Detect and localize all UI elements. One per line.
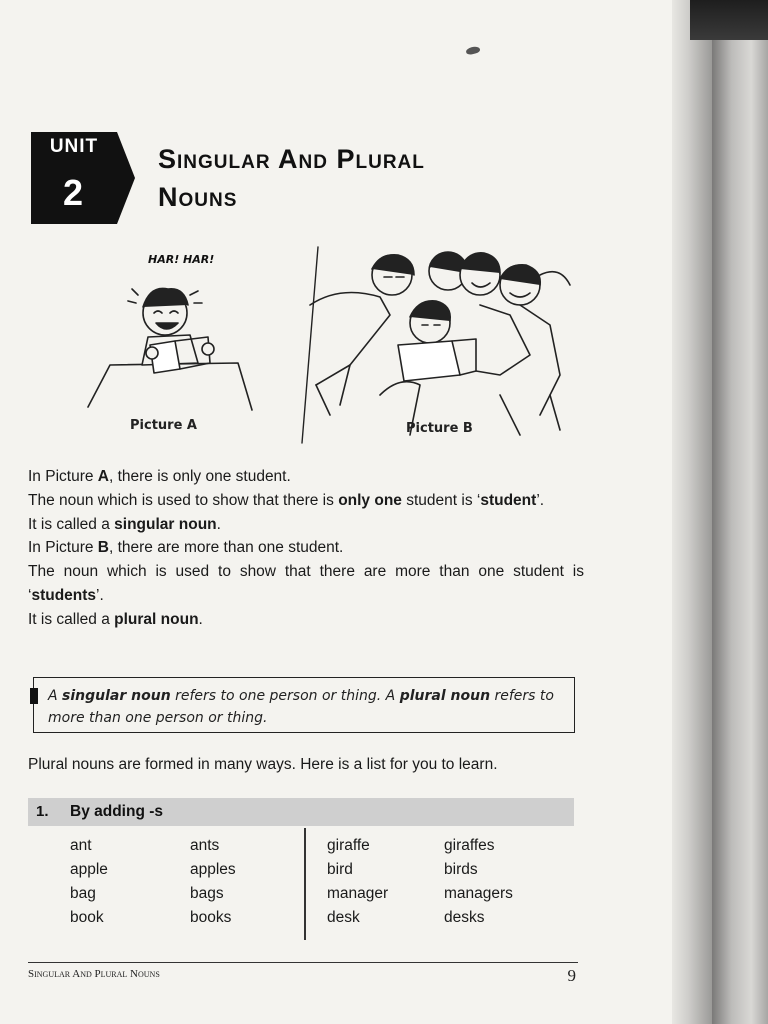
text-run: The noun which is used to show that there is (28, 491, 339, 509)
title-line-2: Nouns (158, 182, 238, 212)
word: giraffes (444, 837, 495, 854)
text-run: ’. (536, 491, 545, 509)
word-column-plural-1 (190, 834, 236, 930)
picture-a-illustration (88, 288, 252, 410)
section-number: 1. (36, 803, 49, 820)
explanation-sentence (28, 536, 584, 560)
text-run: . (216, 515, 221, 533)
text-run: In Picture (28, 468, 98, 485)
word: desk (327, 909, 360, 926)
word: ant (70, 837, 92, 854)
word: desks (444, 909, 485, 926)
section-header (28, 798, 574, 826)
section-title: By adding -s (70, 803, 164, 820)
text-run: ‘ (476, 491, 481, 509)
text-run: student is (401, 491, 477, 509)
explanation-sentence (28, 513, 584, 537)
word-column-plural-2 (444, 834, 513, 930)
footer-title: Singular And Plural Nouns (28, 968, 160, 980)
explanation-sentence (28, 465, 584, 489)
text-run: refers to more than one person or thing. (48, 688, 554, 726)
text-run: student (480, 491, 537, 509)
unit-badge (31, 132, 135, 224)
text-run: singular noun (62, 688, 171, 704)
text-run: B (97, 539, 109, 557)
page-edge (712, 0, 768, 1024)
word-column-singular-2 (327, 834, 388, 930)
word: apple (70, 861, 108, 878)
illustrations (80, 245, 580, 445)
word: apples (190, 861, 236, 878)
text-run: ’. (96, 586, 104, 604)
caption-picture-a: Picture A (130, 418, 197, 433)
definition-box (33, 677, 575, 733)
text-run: . (198, 610, 203, 628)
column-divider (304, 828, 306, 940)
note-marker (30, 688, 38, 704)
text-run: , there are more than one student. (108, 539, 344, 557)
word: birds (444, 861, 478, 878)
text-run: In Picture (28, 539, 98, 557)
word: book (70, 909, 104, 926)
text-run: The noun which is used to show that there are more than one student is (28, 563, 584, 581)
word-column-singular-1 (70, 834, 108, 930)
explanation-sentence (28, 489, 584, 513)
word: bird (327, 861, 353, 878)
footer-rule (28, 962, 578, 963)
explanation-sentence (28, 608, 584, 632)
text-run: refers to one person or thing. A (170, 688, 400, 704)
unit-label: UNIT (49, 136, 99, 157)
word: books (190, 909, 232, 926)
word: bags (190, 885, 224, 902)
text-run: singular noun (114, 515, 217, 533)
page-number: 9 (567, 966, 576, 985)
intro-text: Plural nouns are formed in many ways. Here is a list for you to learn. (28, 756, 498, 773)
explanation-sentence (28, 560, 584, 608)
definition-text (48, 685, 568, 729)
sound-effect-text: HAR! HAR! (148, 253, 215, 266)
caption-picture-b: Picture B (406, 421, 473, 436)
text-run: It is called a (28, 610, 115, 628)
text-run: ‘ (28, 586, 32, 604)
text-run: A (48, 688, 63, 704)
text-run: plural noun (399, 688, 491, 704)
word: managers (444, 885, 513, 902)
title-line-1: Singular And Plural (158, 144, 425, 174)
word: ants (190, 837, 220, 854)
explanation-text (28, 465, 584, 632)
text-run: only one (338, 491, 402, 509)
unit-number: 2 (62, 172, 84, 213)
text-run: , there is only one student. (108, 468, 291, 485)
page-title (158, 140, 598, 216)
page-gutter (672, 0, 712, 1024)
text-run: It is called a (28, 515, 115, 533)
text-run: plural noun (114, 610, 199, 628)
text-run: students (31, 586, 97, 604)
text-run: A (97, 468, 109, 485)
word: bag (70, 885, 96, 902)
word: manager (327, 885, 389, 902)
background-shadow (690, 0, 768, 40)
picture-b-illustration (310, 252, 570, 435)
word: giraffe (327, 837, 370, 854)
